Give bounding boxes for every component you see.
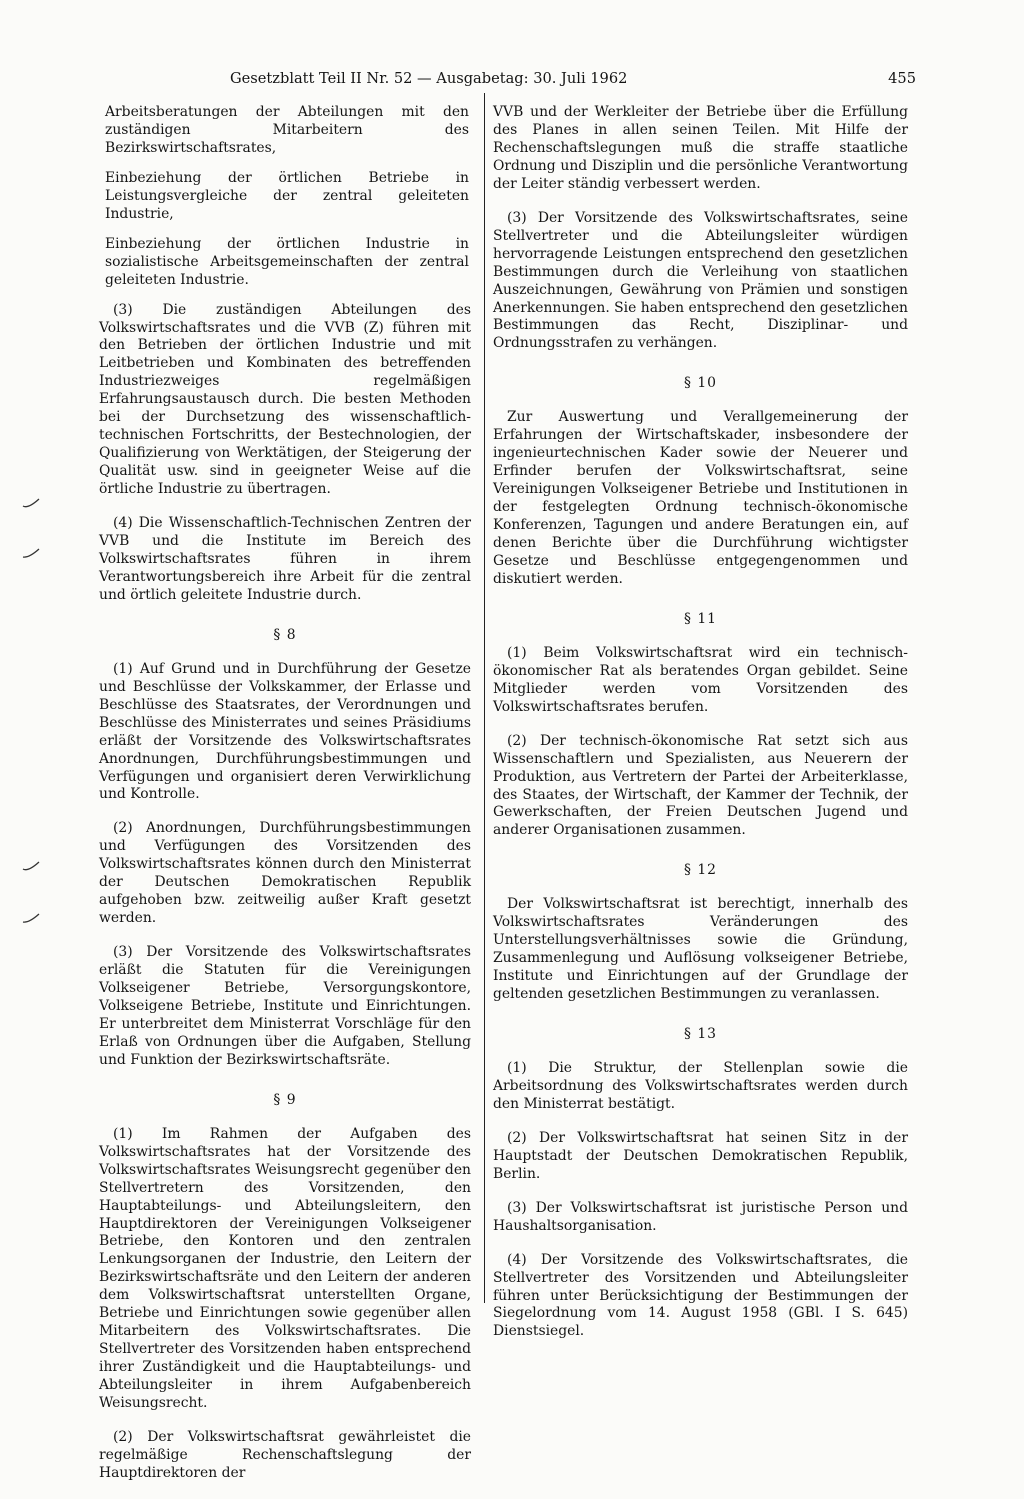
section-heading: § 8 — [273, 626, 297, 643]
paragraph: (3) Der Vorsitzende des Volkswirtschaftsrates erläßt die Statuten für die Vereinigungen Volkseigener Betriebe, Versorgungskontore, Volkseigene Betriebe, Institute und Einrichtungen. Er unterbreitet dem Ministerrat Vorschläge für den Erlaß von Ordnungen über die Aufgaben, Stellung und Funktion der Bezirkswirtschaftsräte. — [99, 944, 471, 1068]
margin-check-mark-icon — [22, 860, 40, 872]
list-block — [99, 104, 471, 290]
paragraph: (1) Beim Volkswirtschaftsrat wird ein technisch-ökonomischer Rat als beratendes Organ gebildet. Seine Mitglieder werden vom Vorsitzenden des Volkswirtschaftsrates berufen. — [493, 644, 908, 715]
margin-check-mark-icon — [22, 497, 40, 509]
right-column — [493, 104, 908, 1357]
section-heading: § 12 — [683, 862, 718, 879]
running-head — [230, 70, 920, 87]
gazette-title: Gesetzblatt Teil II Nr. 52 — Ausgabetag: 30. Juli 1962 — [230, 70, 628, 87]
section-heading: § 9 — [273, 1091, 297, 1108]
left-column — [99, 104, 471, 1499]
section-heading: § 10 — [683, 375, 718, 392]
paragraph: (2) Anordnungen, Durchführungsbestimmungen und Verfügungen des Vorsitzenden des Volkswirtschaftsrates können durch den Ministerrat der Deutschen Demokratischen Republik aufgehoben bzw. zeitweilig außer Kraft gesetzt werden. — [99, 820, 471, 927]
paragraph: (1) Im Rahmen der Aufgaben des Volkswirtschaftsrates hat der Vorsitzende des Volkswirtschaftsrates Weisungsrecht gegenüber den Stellvertretern des Vorsitzenden, den Hauptabteilungs- und Abteilungsleitern, den Hauptdirektoren der Vereinigungen Volkseigener Betriebe, den Kontoren und den zentralen Lenkungsorganen der Industrie, den Leitern der Bezirkswirtschaftsräte und den Leitern der anderen dem Volkswirtschaftsrat unterstellten Organe, Betriebe und Einrichtungen sowie gegenüber allen Mitarbeitern des Volkswirtschaftsrates. Die Stellvertreter des Vorsitzenden haben entsprechend ihrer Zuständigkeit und die Hauptabteilungs- und Abteilungsleiter in ihrem Aufgabenbereich Weisungsrecht. — [99, 1125, 471, 1412]
list-item: Einbeziehung der örtlichen Industrie in sozialistische Arbeitsgemeinschaften der zentral geleiteten Industrie. — [105, 235, 469, 288]
paragraph: (1) Auf Grund und in Durchführung der Gesetze und Beschlüsse der Volkskammer, der Erlasse und Beschlüsse des Staatsrates, der Verordnungen und Beschlüsse des Ministerrates und seines Präsidiums erläßt der Vorsitzende des Volkswirtschaftsrates Anordnungen, Durchführungsbestimmungen und Verfügungen und organisiert deren Verwirklichung und Kontrolle. — [99, 660, 471, 803]
paragraph: Zur Auswertung und Verallgemeinerung der Erfahrungen der Wirtschaftskader, insbesondere der ingenieurtechnischen Kader sowie der Neuerer und Erfinder berufen der Volkswirtschaftsrat, seine Vereinigungen Volkseigener Betriebe und Institutionen in der festgelegten Ordnung technisch-ökonomische Konferenzen, Tagungen und andere Beratungen ein, auf denen Berichte über die Durchführung wichtigster Gesetze und Beschlüsse entgegengenommen und diskutiert werden. — [493, 409, 908, 587]
list-item: Arbeitsberatungen der Abteilungen mit den zuständigen Mitarbeitern des Bezirkswirtschaftsrates, — [105, 104, 469, 156]
paragraph: VVB und der Werkleiter der Betriebe über die Erfüllung des Planes in allen seinen Teilen. Mit Hilfe der Rechenschaftslegungen muß die straffe staatliche Ordnung und Disziplin und die persönliche Verantwortung der Leiter ständig verbessert werden. — [493, 104, 908, 192]
paragraph: (2) Der Volkswirtschaftsrat gewährleistet die regelmäßige Rechenschaftslegung der Hauptdirektoren der — [99, 1429, 471, 1481]
paragraph: (4) Der Vorsitzende des Volkswirtschaftsrates, die Stellvertreter des Vorsitzenden und Abteilungsleiter führen unter Berücksichtigung der Bestimmungen der Siegelordnung vom 14. August 1958 (GBl. I S. 645) Dienstsiegel. — [493, 1251, 908, 1340]
column-divider — [484, 93, 485, 1303]
paragraph: (2) Der technisch-ökonomische Rat setzt sich aus Wissenschaftlern und Spezialisten, aus Neuerern der Produktion, aus Vertretern der Partei der Arbeiterklasse, des Staates, der Wirtschaft, der Kammer der Technik, der Gewerkschaften, der Freien Deutschen Jugend und anderer Organisationen zusammen. — [493, 732, 908, 839]
paragraph: Der Volkswirtschaftsrat ist berechtigt, innerhalb des Volkswirtschaftsrates Veränderungen des Unterstellungsverhältnisses sowie die Gründung, Zusammenlegung und Auflösung volkseigener Betriebe, Institute und Einrichtungen auf der Grundlage der geltenden gesetzlichen Bestimmungen zu veranlassen. — [493, 896, 908, 1003]
margin-check-mark-icon — [22, 547, 40, 559]
paragraph: (3) Der Vorsitzende des Volkswirtschaftsrates, seine Stellvertreter und die Abteilungsleiter würdigen hervorragende Leistungen entsprechend den gesetzlichen Bestimmungen durch die Verleihung von staatlichen Auszeichnungen, Gewährung von Prämien und sonstigen Anerkennungen. Sie haben entsprechend den gesetzlichen Bestimmungen das Recht, Disziplinar- und Ordnungsstrafen zu verhängen. — [493, 209, 908, 352]
list-item: Einbeziehung der örtlichen Betriebe in Leistungsvergleiche der zentral geleiteten Industrie, — [105, 169, 469, 222]
section-heading: § 13 — [683, 1026, 718, 1043]
paragraph: (4) Die Wissenschaftlich-Technischen Zentren der VVB und die Institute im Bereich des Volkswirtschaftsrates führen in ihrem Verantwortungsbereich ihre Arbeit für die zentral und örtlich geleitete Industrie durch. — [99, 515, 471, 603]
paragraph: (3) Die zuständigen Abteilungen des Volkswirtschaftsrates und die VVB (Z) führen mit den Betrieben der örtlichen Industrie und mit Leitbetrieben und Kombinaten des betreffenden Industriezweiges regelmäßigen Erfahrungsaustausch durch. Die besten Methoden bei der Durchsetzung des wissenschaftlich-technischen Fortschritts, der Bestechnologien, der Qualifizierung von Werktätigen, der Steigerung der Qualität usw. sind in geeigneter Weise auf die örtliche Industrie zu übertragen. — [99, 301, 471, 498]
section-heading: § 11 — [683, 610, 718, 627]
margin-check-mark-icon — [22, 912, 40, 924]
paragraph: (1) Die Struktur, der Stellenplan sowie die Arbeitsordnung des Volkswirtschaftsrates werden durch den Ministerrat bestätigt. — [493, 1059, 908, 1112]
page-number: 455 — [888, 70, 916, 87]
paragraph: (3) Der Volkswirtschaftsrat ist juristische Person und Haushaltsorganisation. — [493, 1199, 908, 1234]
paragraph: (2) Der Volkswirtschaftsrat hat seinen Sitz in der Hauptstadt der Deutschen Demokratischen Republik, Berlin. — [493, 1129, 908, 1182]
